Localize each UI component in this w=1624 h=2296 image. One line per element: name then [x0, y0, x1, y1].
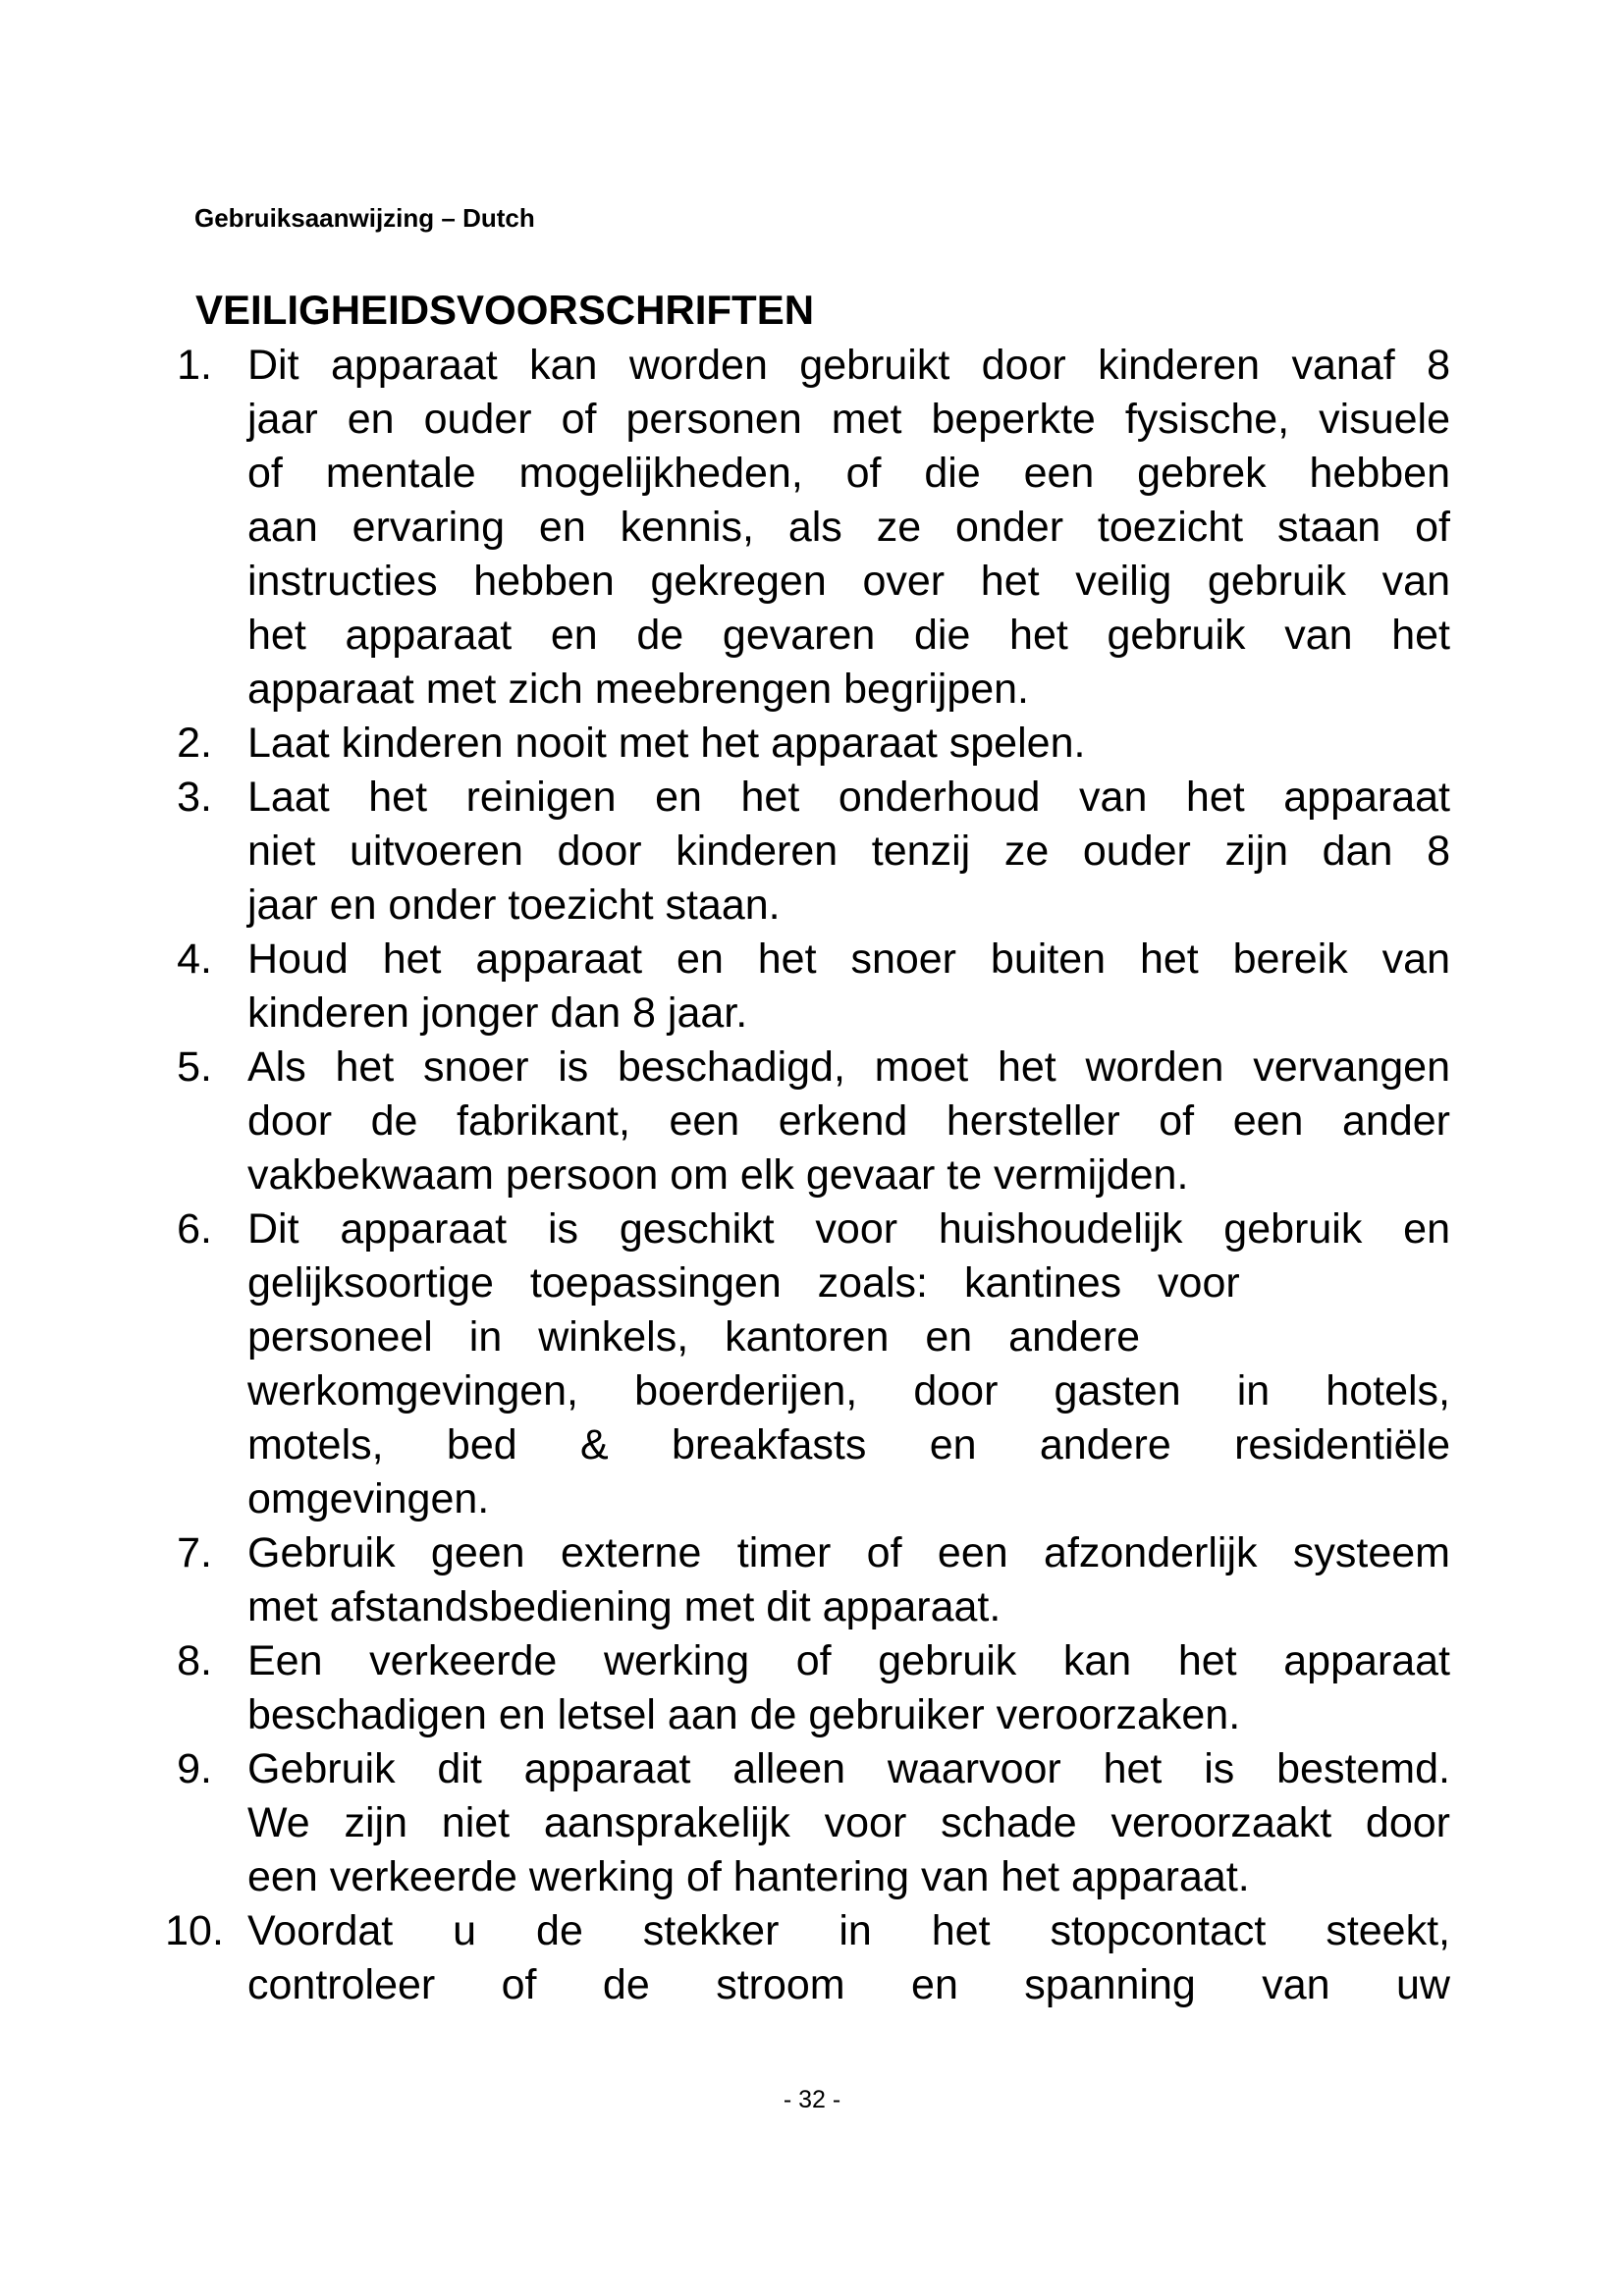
page-number: - 32 - — [783, 2086, 841, 2113]
document-language-header: Gebruiksaanwijzing – Dutch — [194, 203, 535, 233]
text-line: instructies hebben gekregen over het veilig gebruik van — [247, 558, 1450, 605]
list-item-text — [247, 1904, 1450, 2012]
list-item-text — [247, 1634, 1450, 1742]
list-item — [0, 1526, 1450, 1634]
text-line: motels, bed & breakfasts en andere residentiële — [247, 1421, 1450, 1468]
text-line: personeel in winkels, kantoren en andere — [247, 1313, 1141, 1361]
text-line: Gebruik dit apparaat alleen waarvoor het is bestemd. — [247, 1745, 1450, 1792]
list-item-number: 1. — [177, 342, 212, 389]
safety-instructions-list — [0, 339, 1450, 2012]
text-line: jaar en onder toezicht staan. — [247, 881, 781, 929]
list-item-number: 9. — [177, 1745, 212, 1792]
list-item-number: 2. — [177, 720, 212, 767]
text-line: een verkeerde werking of hantering van het apparaat. — [247, 1853, 1250, 1900]
text-line: apparaat met zich meebrengen begrijpen. — [247, 666, 1030, 713]
list-item-number: 5. — [177, 1043, 212, 1091]
text-line: het apparaat en de gevaren die het gebruik van het — [247, 612, 1450, 659]
list-item-text — [247, 1526, 1450, 1634]
text-line: controleer of de stroom en spanning van uw — [247, 1961, 1450, 2008]
list-item — [0, 1041, 1450, 1202]
list-item — [0, 1634, 1450, 1742]
list-item-text — [247, 1742, 1450, 1904]
text-line: Dit apparaat kan worden gebruikt door kinderen vanaf 8 — [247, 342, 1450, 389]
text-line: Als het snoer is beschadigd, moet het worden vervangen — [247, 1043, 1450, 1091]
text-line: door de fabrikant, een erkend hersteller of een ander — [247, 1097, 1450, 1145]
list-item — [0, 717, 1450, 771]
text-line: niet uitvoeren door kinderen tenzij ze ouder zijn dan 8 — [247, 828, 1450, 875]
text-line: jaar en ouder of personen met beperkte fysische, visuele — [247, 396, 1450, 443]
text-line: Laat kinderen nooit met het apparaat spelen. — [247, 720, 1086, 767]
text-line: Houd het apparaat en het snoer buiten het bereik van — [247, 935, 1450, 983]
list-item-text — [247, 1041, 1450, 1202]
text-line: werkomgevingen, boerderijen, door gasten in hotels, — [247, 1367, 1450, 1415]
text-line: of mentale mogelijkheden, of die een gebrek hebben — [247, 450, 1450, 497]
list-item — [0, 1904, 1450, 2012]
list-item-text — [247, 717, 1450, 771]
list-item-text — [247, 1202, 1450, 1526]
text-line: Laat het reinigen en het onderhoud van het apparaat — [247, 774, 1450, 821]
text-line: aan ervaring en kennis, als ze onder toezicht staan of — [247, 504, 1450, 551]
list-item-text — [247, 933, 1450, 1041]
list-item-number: 4. — [177, 935, 212, 983]
list-item-number: 7. — [177, 1529, 212, 1576]
text-line: gelijksoortige toepassingen zoals: kantines voor — [247, 1259, 1240, 1307]
list-item-text — [247, 339, 1450, 717]
list-item — [0, 1742, 1450, 1904]
list-item — [0, 1202, 1450, 1526]
list-item — [0, 771, 1450, 933]
list-item — [0, 339, 1450, 717]
text-line: Een verkeerde werking of gebruik kan het apparaat — [247, 1637, 1450, 1684]
text-line: omgevingen. — [247, 1475, 490, 1522]
text-line: vakbekwaam persoon om elk gevaar te vermijden. — [247, 1151, 1189, 1199]
list-item-number: 3. — [177, 774, 212, 821]
text-line: kinderen jonger dan 8 jaar. — [247, 989, 748, 1037]
text-line: met afstandsbediening met dit apparaat. — [247, 1583, 1001, 1630]
list-item-text — [247, 771, 1450, 933]
text-line: beschadigen en letsel aan de gebruiker veroorzaken. — [247, 1691, 1241, 1738]
text-line: Voordat u de stekker in het stopcontact steekt, — [247, 1907, 1450, 1954]
text-line: Dit apparaat is geschikt voor huishoudelijk gebruik en — [247, 1205, 1450, 1253]
text-line: We zijn niet aansprakelijk voor schade veroorzaakt door — [247, 1799, 1450, 1846]
list-item-number: 10. — [165, 1907, 224, 1954]
list-item-number: 8. — [177, 1637, 212, 1684]
list-item-number: 6. — [177, 1205, 212, 1253]
text-line: Gebruik geen externe timer of een afzonderlijk systeem — [247, 1529, 1450, 1576]
section-title: VEILIGHEIDSVOORSCHRIFTEN — [195, 287, 815, 333]
list-item — [0, 933, 1450, 1041]
